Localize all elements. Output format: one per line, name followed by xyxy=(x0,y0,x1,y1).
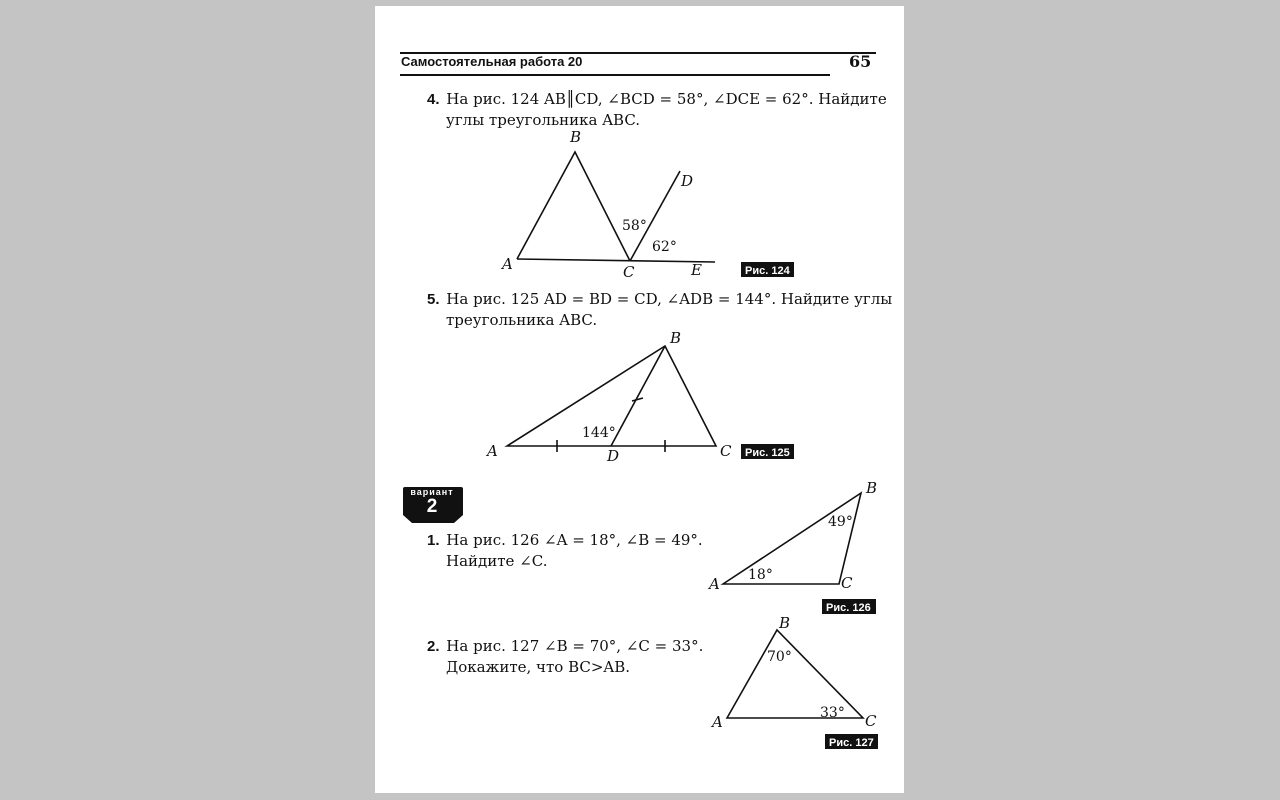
fig127-caption: Рис. 127 xyxy=(829,737,874,749)
problem-text: На рис. 125 AD = BD = CD, ∠ADB = 144°. Найдите углы xyxy=(446,290,893,308)
problem-5-line-2: треугольника ABC. xyxy=(446,311,598,329)
variant2-problem-2-line-2: Докажите, что BC>AB. xyxy=(446,658,631,676)
problem-number: 1. xyxy=(427,532,440,549)
fig125-caption: Рис. 125 xyxy=(745,447,790,459)
figures-layer xyxy=(375,6,904,793)
fig124-angle-dce: 62° xyxy=(652,239,677,255)
variant-label: вариант xyxy=(410,487,454,497)
section-title: Самостоятельная работа 20 xyxy=(401,54,583,69)
problem-number: 5. xyxy=(427,291,440,308)
fig124-caption: Рис. 124 xyxy=(745,265,790,277)
fig125-label-c: C xyxy=(720,442,732,460)
fig125-label-b: B xyxy=(670,329,682,347)
fig126-angle-b: 49° xyxy=(828,514,853,530)
page-number: 65 xyxy=(849,52,872,71)
fig124-angle-bcd: 58° xyxy=(622,218,647,234)
fig125-label-a: A xyxy=(487,442,498,460)
fig124-label-e: E xyxy=(691,261,702,279)
fig126-caption: Рис. 126 xyxy=(826,602,871,614)
problem-number: 2. xyxy=(427,638,440,655)
textbook-page xyxy=(375,6,904,793)
variant2-problem-1-line-2: Найдите ∠C. xyxy=(446,552,548,570)
fig126-label-c: C xyxy=(841,574,853,592)
fig125-label-d: D xyxy=(607,447,620,465)
fig124-triangle-sides xyxy=(517,152,630,261)
fig127-angle-c: 33° xyxy=(820,705,845,721)
problem-text: На рис. 126 ∠A = 18°, ∠B = 49°. xyxy=(446,531,703,549)
fig127-label-b: B xyxy=(779,614,791,632)
fig127-angle-b: 70° xyxy=(767,649,792,665)
problem-number: 4. xyxy=(427,91,440,108)
fig124-label-b: B xyxy=(570,128,582,146)
variant-number: 2 xyxy=(426,496,438,517)
problem-text: На рис. 124 AB║CD, ∠BCD = 58°, ∠DCE = 62°. Найдите xyxy=(446,90,887,108)
fig127-label-c: C xyxy=(865,712,877,730)
fig127-label-a: A xyxy=(712,713,723,731)
fig125-segment-bd xyxy=(611,346,665,446)
problem-text: На рис. 127 ∠B = 70°, ∠C = 33°. xyxy=(446,637,704,655)
fig124-line-ae xyxy=(517,259,715,262)
problem-4-line-2: углы треугольника ABC. xyxy=(446,111,641,129)
fig126-angle-a: 18° xyxy=(748,567,773,583)
fig124-label-a: A xyxy=(502,255,513,273)
fig126-label-b: B xyxy=(866,479,878,497)
fig124-label-d: D xyxy=(681,172,694,190)
fig125-angle-adb: 144° xyxy=(582,425,616,441)
fig126-triangle xyxy=(723,493,861,584)
fig126-label-a: A xyxy=(709,575,720,593)
fig124-label-c: C xyxy=(623,263,635,281)
